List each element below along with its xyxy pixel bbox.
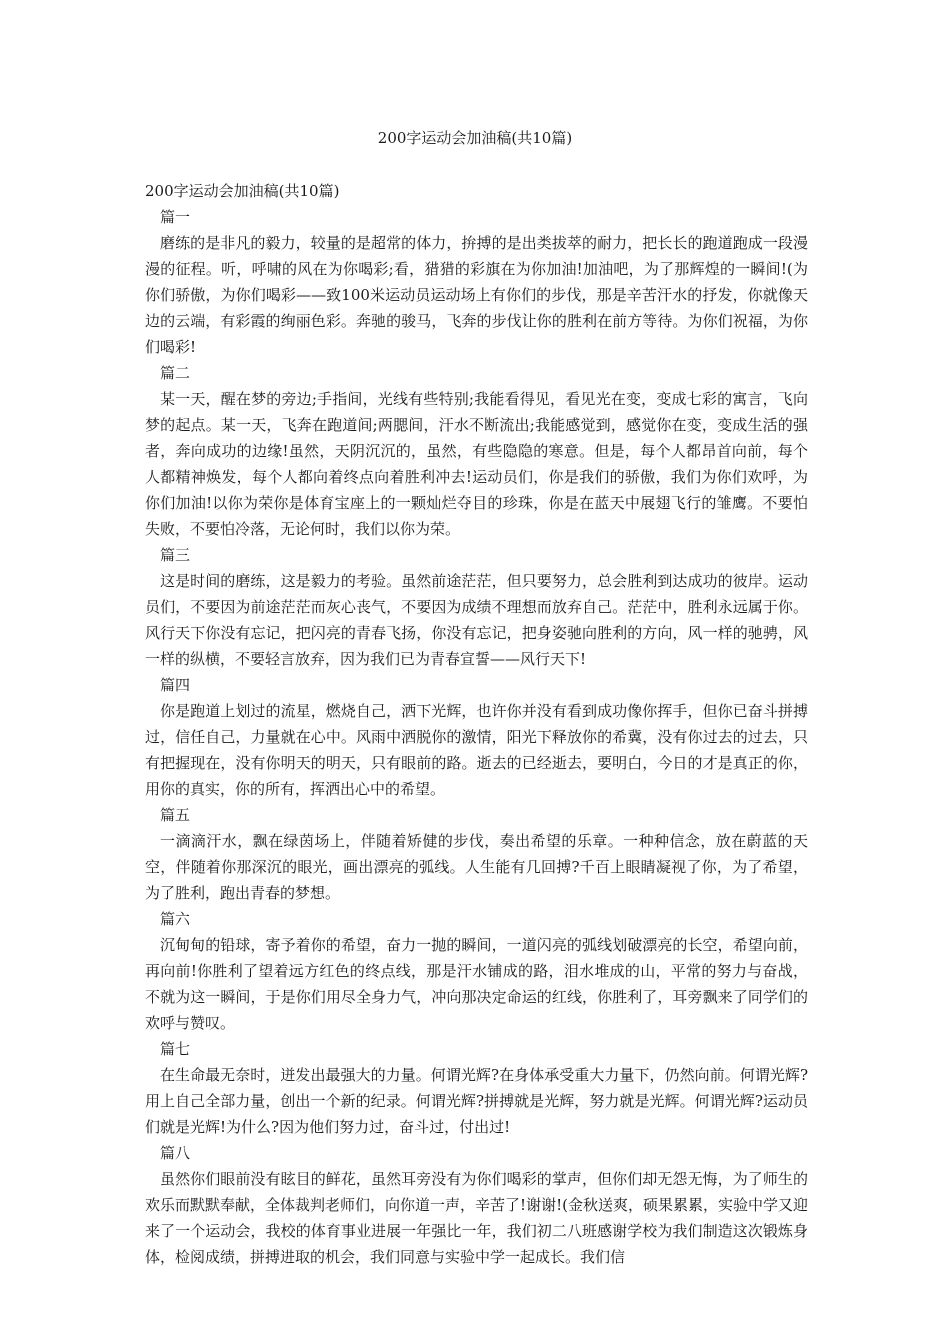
document-subtitle: 200字运动会加油稿(共10篇) <box>145 182 340 200</box>
section-text-5: 一滴滴汗水，飘在绿茵场上，伴随着矫健的步伐，奏出希望的乐章。一种种信念，放在蔚蓝的天空，伴随着你那深沉的眼光，画出漂亮的弧线。人生能有几回搏?千百上眼睛凝视了你，为了希望，为了胜利，跑出青春的梦想。 <box>145 832 808 902</box>
document-body <box>145 178 808 1270</box>
section-heading-8: 篇八 <box>160 1144 191 1162</box>
section-text-4: 你是跑道上划过的流星，燃烧自己，洒下光辉，也许你并没有看到成功像你挥手，但你已奋斗拼搏过，信任自己，力量就在心中。风雨中洒脱你的激情，阳光下释放你的希冀，没有你过去的过去，只有把握现在，没有你明天的明天，只有眼前的路。逝去的已经逝去，要明白，今日的才是真正的你，用你的真实，你的所有，挥洒出心中的希望。 <box>145 702 808 798</box>
document-title: 200字运动会加油稿(共10篇) <box>377 129 573 147</box>
section-text-2: 某一天，醒在梦的旁边;手指间，光线有些特别;我能看得见，看见光在变，变成七彩的寓言，飞向梦的起点。某一天，飞奔在跑道间;两腮间，汗水不断流出;我能感觉到，感觉你在变，变成生活的强者，奔向成功的边缘!虽然，天阴沉沉的，虽然，有些隐隐的寒意。但是，每个人都昂首向前，每个人都精神焕发，每个人都向着终点向着胜利冲去!运动员们，你是我们的骄傲，我们为你们欢呼，为你们加油!以你为荣你是体育宝座上的一颗灿烂夺目的珍珠，你是在蓝天中展翅飞行的雏鹰。不要怕失败，不要怕冷落，无论何时，我们以你为荣。 <box>145 390 808 538</box>
section-heading-4: 篇四 <box>160 676 191 694</box>
section-text-3: 这是时间的磨练，这是毅力的考验。虽然前途茫茫，但只要努力，总会胜利到达成功的彼岸。运动员们，不要因为前途茫茫而灰心丧气，不要因为成绩不理想而放弃自己。茫茫中，胜利永远属于你。风行天下你没有忘记，把闪亮的青春飞扬，你没有忘记，把身姿驰向胜利的方向，风一样的驰骋，风一样的纵横，不要轻言放弃，因为我们已为青春宣誓——风行天下! <box>145 572 808 668</box>
section-heading-1: 篇一 <box>160 208 191 226</box>
section-heading-2: 篇二 <box>160 364 191 382</box>
section-heading-6: 篇六 <box>160 910 191 928</box>
section-heading-3: 篇三 <box>160 546 191 564</box>
section-text-6: 沉甸甸的铅球，寄予着你的希望，奋力一抛的瞬间，一道闪亮的弧线划破漂亮的长空，希望向前，再向前!你胜利了望着远方红色的终点线，那是汗水铺成的路，泪水堆成的山，平常的努力与奋战，不就为这一瞬间，于是你们用尽全身力气，冲向那决定命运的红线，你胜利了，耳旁飘来了同学们的欢呼与赞叹。 <box>145 936 808 1032</box>
section-text-1: 磨练的是非凡的毅力，较量的是超常的体力，拚搏的是出类拔萃的耐力，把长长的跑道跑成一段漫漫的征程。听，呼啸的风在为你喝彩;看，猎猎的彩旗在为你加油!加油吧，为了那辉煌的一瞬间!(为你们骄傲，为你们喝彩——致100米运动员运动场上有你们的步伐，那是辛苦汗水的抒发，你就像天边的云端，有彩霞的绚丽色彩。奔驰的骏马，飞奔的步伐让你的胜利在前方等待。为你们祝福，为你们喝彩! <box>145 234 808 356</box>
section-text-8: 虽然你们眼前没有眩目的鲜花，虽然耳旁没有为你们喝彩的掌声，但你们却无怨无悔，为了师生的欢乐而默默奉献，全体裁判老师们，向你道一声，辛苦了!谢谢!(金秋送爽，硕果累累，实验中学又迎来了一个运动会，我校的体育事业进展一年强比一年，我们初二八班感谢学校为我们制造这次锻炼身体，检阅成绩，拼搏进取的机会，我们同意与实验中学一起成长。我们信 <box>145 1170 808 1266</box>
section-text-7: 在生命最无奈时，迸发出最强大的力量。何谓光辉?在身体承受重大力量下，仍然向前。何谓光辉?用上自己全部力量，创出一个新的纪录。何谓光辉?拼搏就是光辉，努力就是光辉。何谓光辉?运动员们就是光辉!为什么?因为他们努力过，奋斗过，付出过! <box>145 1066 808 1136</box>
section-heading-5: 篇五 <box>160 806 191 824</box>
section-heading-7: 篇七 <box>160 1040 191 1058</box>
